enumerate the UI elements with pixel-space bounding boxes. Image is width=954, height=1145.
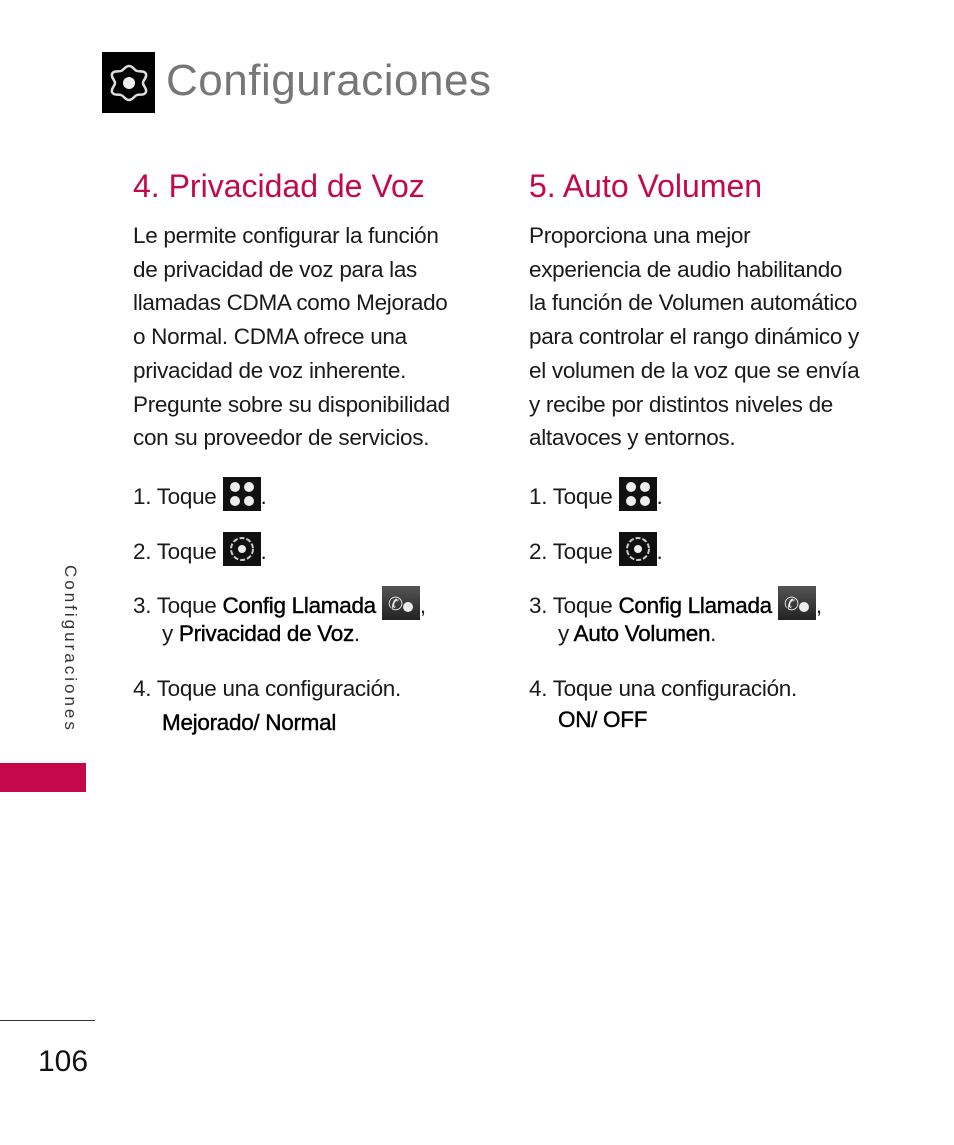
settings-gear-icon xyxy=(102,52,155,113)
step-text: 1. Toque xyxy=(133,484,217,509)
step-text: 2. Toque xyxy=(133,539,217,564)
paragraph-line: privacidad de voz inherente. xyxy=(133,357,407,383)
apps-grid-icon xyxy=(223,477,261,511)
section-heading: 4. Privacidad de Voz xyxy=(133,168,425,204)
step-1: 1. Toque . xyxy=(133,477,266,511)
step-2: 2. Toque . xyxy=(133,532,266,566)
paragraph-line: o Normal. CDMA ofrece una xyxy=(133,324,407,350)
sidebar-section-label: Configuraciones xyxy=(61,565,80,733)
settings-gear-icon xyxy=(223,532,261,566)
menu-name: Privacidad de Voz xyxy=(178,621,354,646)
step-4-options: ON/ OFF xyxy=(558,707,648,732)
step-3-cont: y Auto Volumen. xyxy=(558,621,717,646)
step-text: y xyxy=(558,621,569,646)
step-3-cont: y Privacidad de Voz. xyxy=(162,621,360,646)
step-4-options: Mejorado/ Normal xyxy=(162,710,337,735)
footer-divider xyxy=(0,1020,95,1021)
section-tab-marker xyxy=(0,763,86,792)
paragraph-line: la función de Volumen automático xyxy=(529,290,858,316)
svg-text:✆: ✆ xyxy=(783,594,799,614)
menu-name: Config Llamada xyxy=(618,593,772,618)
paragraph-line: con su proveedor de servicios. xyxy=(133,425,430,451)
step-4: 4. Toque una configuración. xyxy=(133,676,401,701)
paragraph-line: altavoces y entornos. xyxy=(529,425,736,451)
step-1: 1. Toque . xyxy=(529,477,662,511)
paragraph-line: llamadas CDMA como Mejorado xyxy=(133,290,448,316)
paragraph-line: Le permite configurar la función xyxy=(133,223,439,248)
step-3: 3. Toque Config Llamada ✆ , xyxy=(529,586,822,620)
page-number: 106 xyxy=(38,1045,89,1078)
paragraph-line: para controlar el rango dinámico y xyxy=(529,324,859,350)
paragraph-line: de privacidad de voz para las xyxy=(133,256,417,282)
section-paragraph xyxy=(133,219,450,455)
menu-name: Auto Volumen xyxy=(573,621,711,646)
step-text: y xyxy=(162,621,173,646)
call-settings-icon xyxy=(778,586,816,620)
step-text: 2. Toque xyxy=(529,539,613,564)
menu-name: Config Llamada xyxy=(222,593,376,618)
step-2: 2. Toque . xyxy=(529,532,662,566)
call-settings-icon xyxy=(382,586,420,620)
settings-gear-icon xyxy=(619,532,657,566)
step-text: 1. Toque xyxy=(529,484,613,509)
paragraph-line: Pregunte sobre su disponibilidad xyxy=(133,391,450,417)
section-paragraph xyxy=(529,219,859,455)
section-heading: 5. Auto Volumen xyxy=(529,168,763,204)
paragraph-line: Proporciona una mejor xyxy=(529,223,751,248)
page-title: Configuraciones xyxy=(166,56,492,105)
paragraph-line: experiencia de audio habilitando xyxy=(529,256,843,282)
paragraph-line: el volumen de la voz que se envía xyxy=(529,357,860,383)
apps-grid-icon xyxy=(619,477,657,511)
step-text: 3. Toque xyxy=(133,593,217,618)
svg-text:✆: ✆ xyxy=(387,594,403,614)
step-text: 3. Toque xyxy=(529,593,613,618)
paragraph-line: y recibe por distintos niveles de xyxy=(529,391,834,417)
step-3: 3. Toque Config Llamada ✆ , xyxy=(133,586,426,620)
step-4: 4. Toque una configuración. xyxy=(529,676,797,701)
